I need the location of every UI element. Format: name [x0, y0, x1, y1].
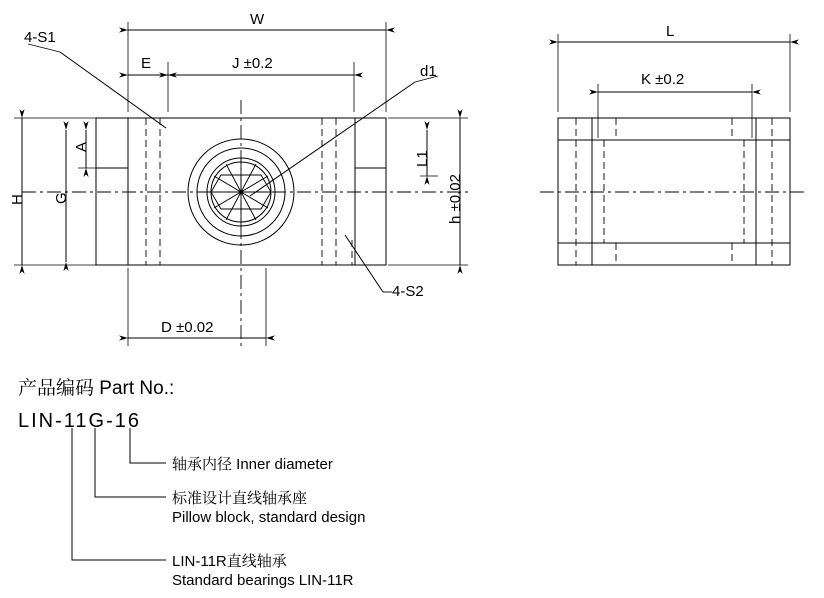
- callout-pillow-block-line-1: 标准设计直线轴承座: [172, 490, 308, 507]
- callout-inner-diameter: [172, 455, 333, 474]
- dim-label-E: E: [141, 55, 152, 72]
- dim-label-K: K ±0.2: [641, 71, 685, 88]
- dim-label-W: W: [250, 11, 265, 28]
- callout-standard-bearings-line-2: Standard bearings LIN-11R: [172, 572, 354, 589]
- callout-pillow-block-line-2: Pillow block, standard design: [172, 509, 366, 526]
- dim-label-D: D ±0.02: [161, 319, 214, 336]
- dim-label-A: A: [73, 141, 90, 152]
- dim-label-L1: L1: [414, 150, 431, 167]
- dim-label-S1: 4-S1: [24, 29, 56, 46]
- dim-label-h: h ±0.02: [447, 174, 464, 224]
- dim-label-H: H: [9, 194, 26, 205]
- callout-pillow-block: [172, 489, 365, 527]
- dim-label-L: L: [666, 23, 675, 40]
- dim-label-G: G: [53, 192, 70, 204]
- dim-label-J: J ±0.2: [232, 55, 273, 72]
- part-no-title: 产品编码 Part No.:: [18, 378, 175, 399]
- dim-label-d1: d1: [420, 63, 437, 80]
- part-no-code: LIN-11G-16: [18, 410, 142, 432]
- dim-label-S2: 4-S2: [392, 283, 424, 300]
- callout-standard-bearings: [172, 552, 354, 590]
- callout-standard-bearings-line-1: LIN-11R直线轴承: [172, 553, 287, 570]
- callout-inner-diameter-line-1: 轴承内径 Inner diameter: [172, 456, 333, 473]
